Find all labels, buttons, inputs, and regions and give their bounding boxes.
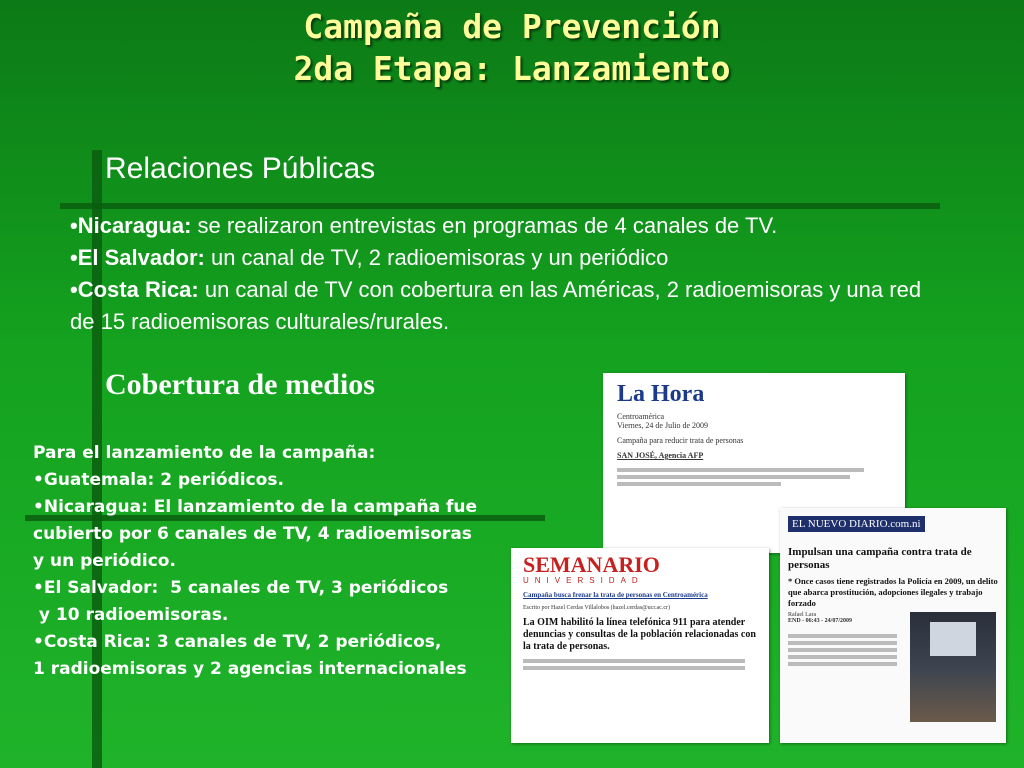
text-line [617,468,864,472]
la-hora-headline: Campaña para reducir trata de personas [617,436,744,445]
text-line [788,648,897,652]
relaciones-heading: Relaciones Públicas [105,152,376,185]
relaciones-item-costarica [70,274,930,338]
cobertura-line: cubierto por 6 canales de TV, 4 radioemisoras [33,524,472,544]
nuevo-diario-logo: EL NUEVO DIARIO.com.ni [788,516,925,532]
nuevo-diario-subhead: * Once casos tiene registrados la Policía en 2009, un delito que abarca prostitución, adopciones ilegales y trabajo forzado [788,576,998,608]
la-hora-region: Centroamérica [617,412,665,421]
relaciones-item-elsalvador [70,242,930,274]
clipping-semanario [511,548,769,743]
semanario-kicker: Campaña busca frenar la trata de personas en Centroamérica [523,591,708,599]
semanario-logo-sub: UNIVERSIDAD [523,576,644,585]
nuevo-diario-photo [910,612,996,722]
text-line [788,662,897,666]
text-line [788,634,897,638]
text-line [523,659,745,663]
text-line [617,475,850,479]
cobertura-line: •El Salvador: 5 canales de TV, 3 periódicos [33,578,449,598]
cobertura-line: •Nicaragua: El lanzamiento de la campaña fue [33,497,478,517]
item-text: se realizaron entrevistas en programas de 4 canales de TV. [191,213,778,238]
text-line [617,482,781,486]
item-label: •Nicaragua: [70,213,192,238]
cobertura-line: Para el lanzamiento de la campaña: [33,443,376,463]
text-line [788,655,897,659]
nuevo-diario-stamp: END - 06:43 - 24/07/2009 [788,618,852,624]
item-label: •Costa Rica: [70,277,199,302]
cobertura-list [33,440,533,683]
cobertura-line: 1 radioemisoras y 2 agencias internacionales [33,659,467,679]
clipping-nuevo-diario [780,508,1006,743]
la-hora-logo: La Hora [617,381,705,407]
title-line-2: 2da Etapa: Lanzamiento [293,49,731,88]
la-hora-byline: SAN JOSÉ, Agencia AFP [617,451,704,460]
item-text: un canal de TV, 2 radioemisoras y un periódico [204,245,669,270]
nuevo-diario-headline: Impulsan una campaña contra trata de personas [788,546,972,571]
nuevo-diario-author: Rafael Lara [788,612,817,618]
item-text: un canal de TV con cobertura en las Américas, 2 radioemisoras y una red de 15 radioemisoras culturales/rurales. [70,277,922,334]
cobertura-heading: Cobertura de medios [105,368,375,401]
relaciones-item-nicaragua [70,210,930,242]
page-title [0,6,1024,90]
text-line [523,666,745,670]
la-hora-date: Viernes, 24 de Julio de 2009 [617,421,709,430]
cobertura-line: y un periódico. [33,551,176,571]
cobertura-line: y 10 radioemisoras. [33,605,229,625]
title-line-1: Campaña de Prevención [303,7,721,46]
relaciones-list [70,210,930,338]
cobertura-line: •Guatemala: 2 periódicos. [33,470,284,490]
decor-bar-horizontal-top [60,203,940,209]
photo-screen [930,622,976,656]
semanario-byline: Escrito por Hazel Cerdas Villalobos (hazel.cerdas@ucr.ac.cr) [523,605,670,611]
semanario-headline: La OIM habilitó la línea telefónica 911 para atender denuncias y consultas de la población relacionadas con la trata de personas. [523,617,756,652]
semanario-logo: SEMANARIO [523,552,660,577]
text-line [788,641,897,645]
cobertura-line: •Costa Rica: 3 canales de TV, 2 periódicos, [33,632,442,652]
item-label: •El Salvador: [70,245,205,270]
